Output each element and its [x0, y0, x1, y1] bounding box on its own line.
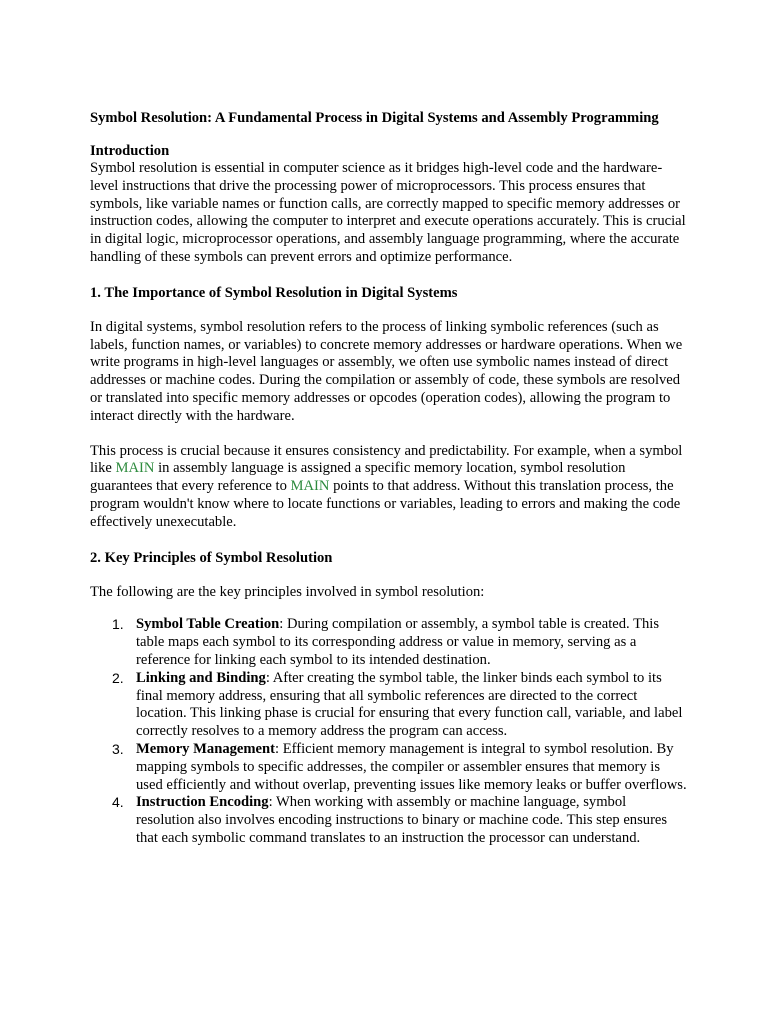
list-item-term: Instruction Encoding — [136, 794, 269, 811]
section-1-paragraph-1: In digital systems, symbol resolution refers to the process of linking symbolic references (such as labels, function names, or variables) to concrete memory addresses or hardware operations. When we write programs in high-level languages or assembly, we often use symbolic names instead of direct addresses or machine codes. During the compilation or assembly of code, these symbols are resolved or translated into specific memory addresses or opcodes (operation codes), allowing the program to interact directly with the hardware. — [90, 318, 683, 424]
list-item — [112, 616, 688, 669]
document-title: Symbol Resolution: A Fundamental Process in Digital Systems and Assembly Programming — [90, 110, 659, 126]
list-item-text: : Efficient memory management is integral to symbol resolution. By mapping symbols to specific addresses, the compiler or assembler ensures that memory is used efficiently and without overlap, preventing issues like memory leaks or buffer overflows. — [136, 740, 687, 793]
paragraph-text: points to that address. Without this translation process, the program wouldn't know where to locate functions or variables, leading to errors and making the code effectively unexecutable. — [90, 478, 681, 530]
paragraph-text: This process is crucial because it ensures consistency and predictability. For example, when a symbol like — [90, 442, 683, 477]
section-2-intro: The following are the key principles involved in symbol resolution: — [90, 583, 485, 600]
introduction-heading: Introduction — [90, 143, 170, 159]
principles-list — [90, 616, 688, 847]
section-1-heading: 1. The Importance of Symbol Resolution in Digital Systems — [90, 284, 458, 301]
code-symbol-main: MAIN — [115, 460, 155, 477]
list-item — [112, 740, 688, 794]
section-2-heading: 2. Key Principles of Symbol Resolution — [90, 549, 333, 566]
list-item-text: : During compilation or assembly, a symbol table is created. This table maps each symbol to its corresponding address or value in memory, serving as a reference for linking each symbol to its intended destination. — [136, 616, 660, 668]
list-item-term: Symbol Table Creation — [136, 616, 280, 633]
list-number: 1. — [112, 616, 124, 633]
list-item-text: : When working with assembly or machine language, symbol resolution also involves encoding instructions to binary or machine code. This step ensures that each symbolic command translates to an instruction the processor can understand. — [136, 794, 668, 846]
list-item-term: Memory Management — [136, 740, 275, 757]
code-symbol-main: MAIN — [290, 478, 330, 495]
section-1-paragraph-2 — [90, 443, 688, 532]
list-item-term: Linking and Binding — [136, 669, 266, 686]
list-item-text: : After creating the symbol table, the linker binds each symbol to its final memory address, ensuring that all symbolic references are directed to the correct location. This linking phase is crucial for ensuring that every function call, variable, and label correctly resolves to a memory address the program can access. — [136, 669, 683, 740]
list-item — [112, 669, 688, 741]
list-number: 2. — [112, 669, 124, 686]
introduction-paragraph: Symbol resolution is essential in computer science as it bridges high-level code and the hardware-level instructions that drive the processing power of microprocessors. This process ensures that symbols, like variable names or function calls, are correctly mapped to specific memory addresses or instruction codes, allowing the computer to interpret and execute operations accurately. This is crucial in digital logic, microprocessor operations, and assembly language programming, where the accurate handling of these symbols can prevent errors and optimize performance. — [90, 160, 686, 265]
paragraph-text: in assembly language is assigned a specific memory location, symbol resolution guarantees that every reference to — [90, 460, 626, 495]
list-number: 3. — [112, 740, 124, 757]
list-number: 4. — [112, 794, 124, 811]
list-item — [112, 794, 688, 847]
